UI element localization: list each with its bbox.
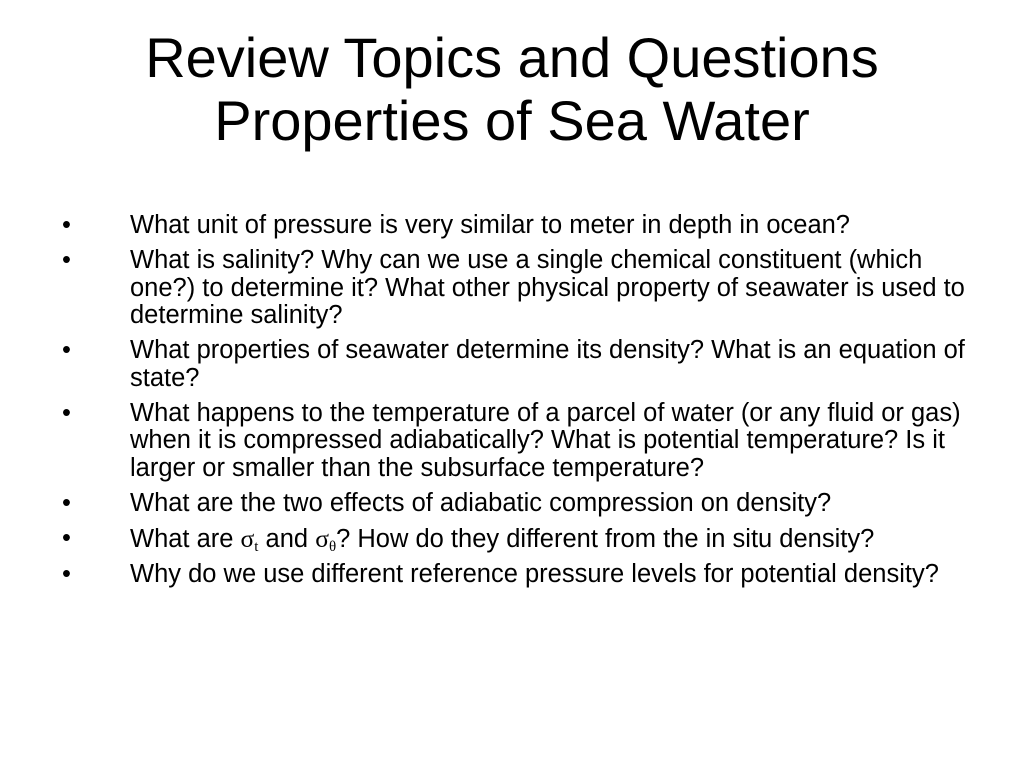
bullet-marker: • — [62, 398, 71, 427]
bullet-text: What unit of pressure is very similar to meter in depth in ocean? — [130, 211, 850, 239]
sigma-symbol: σ — [240, 523, 255, 553]
bullet-text: What are the two effects of adiabatic compression on density? — [130, 488, 832, 517]
bullet-text-before: What are — [130, 524, 241, 553]
bullet-marker: • — [62, 488, 71, 517]
bullet-text-middle: and — [258, 524, 316, 553]
sigma-symbol: σ — [315, 523, 329, 553]
title-line-2: Properties of Sea Water — [214, 89, 810, 152]
bullet-text: What is salinity? Why can we use a single chemical constituent (which one?) to determine it? What other physical property of seawater is used to determine salinity? — [130, 246, 965, 329]
bullet-list — [62, 212, 967, 596]
bullet-item-5 — [62, 490, 967, 518]
bullet-item-3 — [62, 337, 967, 392]
bullet-text: Why do we use different reference pressure levels for potential density? — [130, 559, 939, 588]
bullet-item-2 — [62, 247, 967, 330]
bullet-marker: • — [62, 336, 71, 364]
bullet-item-6 — [62, 525, 967, 554]
subscript-theta: θ — [328, 538, 337, 555]
bullet-item-4 — [62, 400, 967, 483]
bullet-text-after: ? How do they different from the in situ density? — [336, 524, 875, 553]
bullet-item-1 — [62, 212, 967, 240]
bullet-text — [130, 525, 967, 554]
bullet-marker: • — [62, 246, 71, 274]
bullet-text: What happens to the temperature of a parcel of water (or any fluid or gas) when it is compressed adiabatically? What is potential temperature? Is it larger or smaller than the subsurface temperature? — [130, 398, 961, 482]
title-line-1: Review Topics and Questions — [145, 26, 879, 89]
bullet-marker: • — [62, 559, 71, 588]
bullet-marker: • — [62, 211, 71, 239]
bullet-item-7 — [62, 561, 967, 589]
subscript-t: t — [254, 538, 259, 555]
bullet-text: What properties of seawater determine its density? What is an equation of state? — [130, 336, 965, 392]
bullet-marker: • — [62, 523, 71, 552]
slide-title — [0, 26, 1024, 152]
